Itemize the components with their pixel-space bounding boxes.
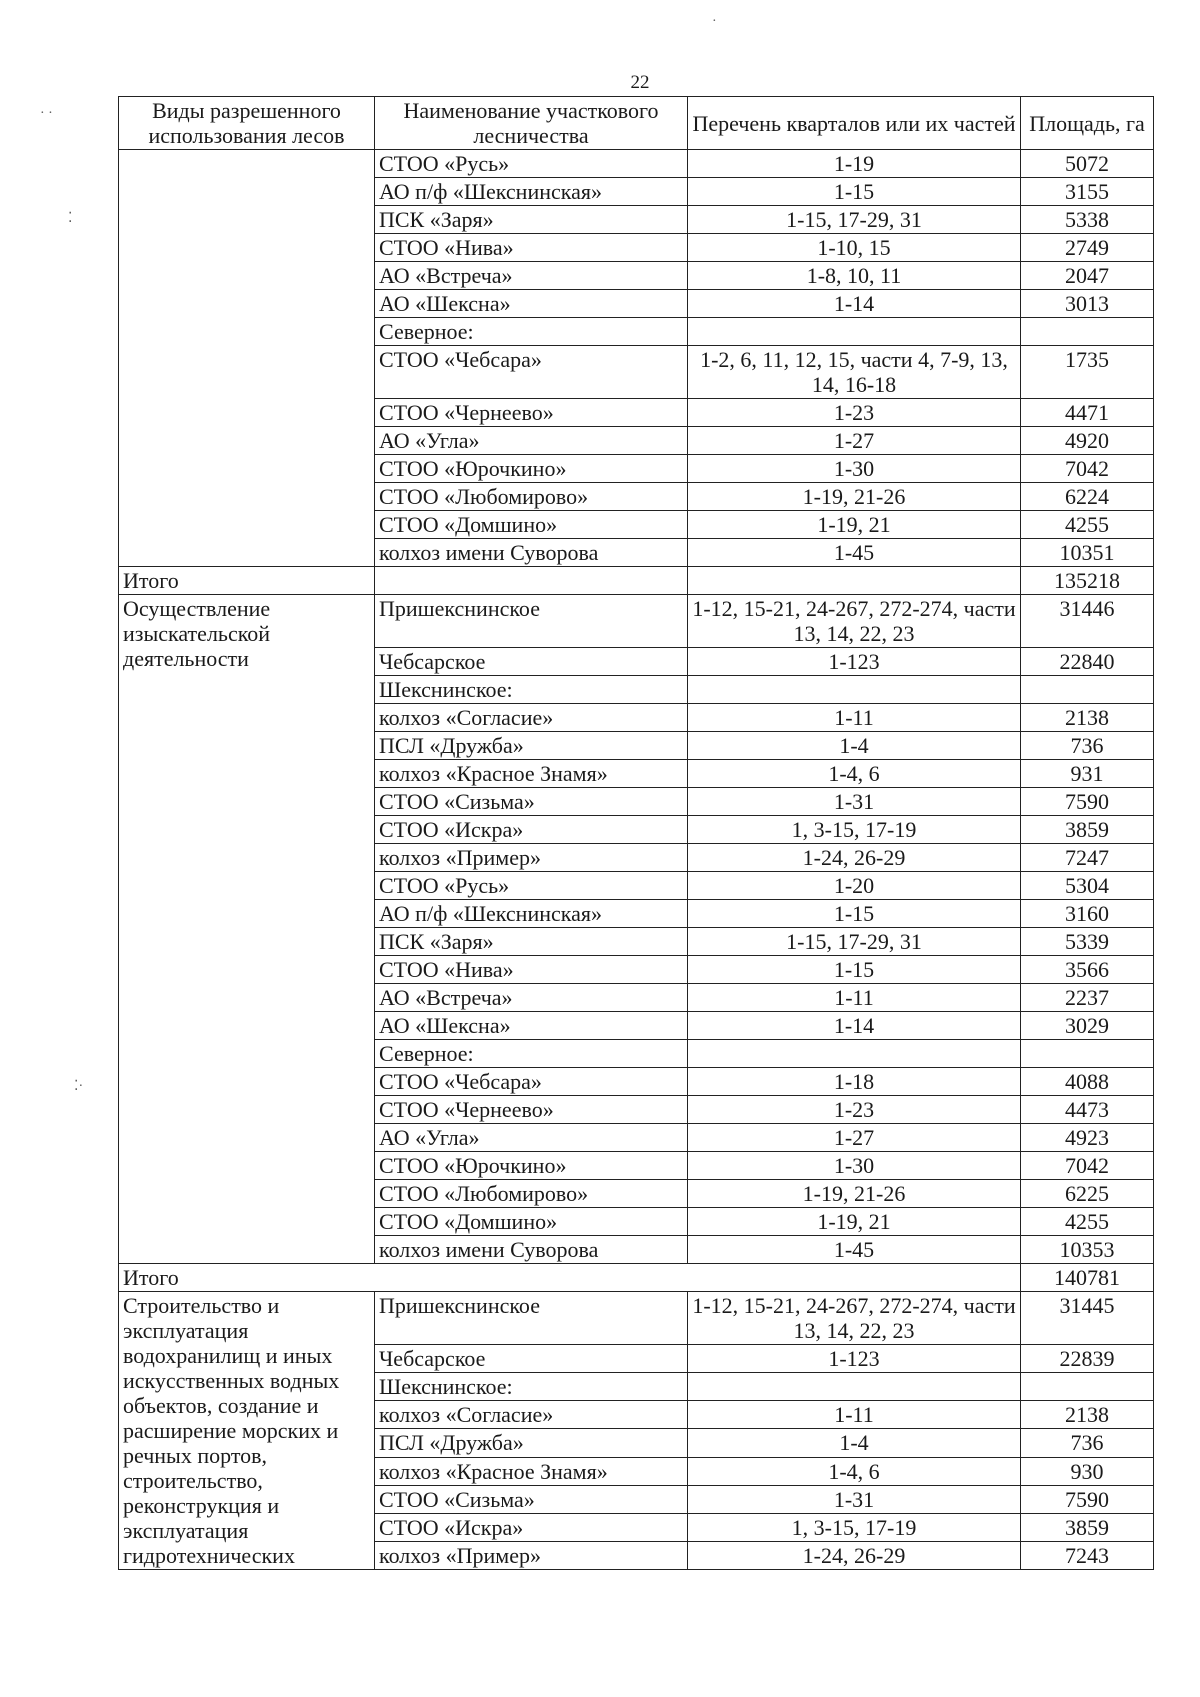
table-row: [119, 150, 1154, 178]
quarters-cell: [688, 1040, 1021, 1068]
area-cell: [1021, 676, 1154, 704]
quarters-cell: 1-31: [688, 1485, 1021, 1513]
quarters-cell: 1-12, 15-21, 24-267, 272-274, части 13, 14, 22, 23: [688, 595, 1021, 648]
table-header: [119, 97, 1154, 150]
use-type-cell: [119, 150, 375, 567]
area-cell: 4088: [1021, 1068, 1154, 1096]
total-area: 140781: [1021, 1264, 1154, 1292]
forestry-name-cell: Шекснинское:: [375, 1373, 688, 1401]
area-cell: 7243: [1021, 1541, 1154, 1569]
area-cell: 4923: [1021, 1124, 1154, 1152]
quarters-cell: 1-31: [688, 788, 1021, 816]
quarters-cell: 1-27: [688, 427, 1021, 455]
forestry-name-cell: СТОО «Домшино»: [375, 511, 688, 539]
quarters-cell: 1-123: [688, 1345, 1021, 1373]
forestry-name-cell: СТОО «Сизьма»: [375, 1485, 688, 1513]
quarters-cell: 1-23: [688, 1096, 1021, 1124]
forestry-name-cell: СТОО «Нива»: [375, 956, 688, 984]
forestry-name-cell: СТОО «Искра»: [375, 816, 688, 844]
total-label: Итого: [119, 1264, 1021, 1292]
forestry-name-cell: АО «Встреча»: [375, 262, 688, 290]
forestry-name-cell: АО «Встреча»: [375, 984, 688, 1012]
forestry-name-cell: СТОО «Сизьма»: [375, 788, 688, 816]
area-cell: 5072: [1021, 150, 1154, 178]
quarters-cell: 1-10, 15: [688, 234, 1021, 262]
forestry-name-cell: ПСК «Заря»: [375, 928, 688, 956]
area-cell: 3859: [1021, 1513, 1154, 1541]
area-cell: 7042: [1021, 1152, 1154, 1180]
area-cell: [1021, 1040, 1154, 1068]
area-cell: 736: [1021, 732, 1154, 760]
area-cell: [1021, 318, 1154, 346]
forest-use-table: [118, 96, 1154, 1570]
forestry-name-cell: колхоз имени Суворова: [375, 539, 688, 567]
scan-speck: · ·: [40, 106, 53, 121]
forestry-name-cell: СТОО «Чернеево»: [375, 1096, 688, 1124]
quarters-cell: 1-15, 17-29, 31: [688, 206, 1021, 234]
forestry-name-cell: ПСК «Заря»: [375, 206, 688, 234]
area-cell: 3155: [1021, 178, 1154, 206]
quarters-cell: 1-45: [688, 539, 1021, 567]
forestry-name-cell: ПСЛ «Дружба»: [375, 1429, 688, 1457]
area-cell: 6224: [1021, 483, 1154, 511]
column-header-quarters: Перечень кварталов или их частей: [688, 97, 1021, 150]
forestry-name-cell: СТОО «Домшино»: [375, 1208, 688, 1236]
area-cell: 3859: [1021, 816, 1154, 844]
quarters-cell: 1-4, 6: [688, 760, 1021, 788]
quarters-cell: 1-14: [688, 290, 1021, 318]
area-cell: 31446: [1021, 595, 1154, 648]
forestry-name-cell: СТОО «Любомирово»: [375, 483, 688, 511]
forestry-name-cell: АО «Шексна»: [375, 1012, 688, 1040]
forestry-name-cell: колхоз «Пример»: [375, 1541, 688, 1569]
column-header-use-type: Виды разрешенного использования лесов: [119, 97, 375, 150]
area-cell: 7590: [1021, 788, 1154, 816]
quarters-cell: 1-19, 21-26: [688, 1180, 1021, 1208]
table-body: [119, 150, 1154, 1570]
forestry-name-cell: Пришекснинское: [375, 595, 688, 648]
quarters-cell: 1-30: [688, 455, 1021, 483]
forestry-name-cell: колхоз «Согласие»: [375, 704, 688, 732]
forestry-name-cell: Шекснинское:: [375, 676, 688, 704]
table-row: [119, 1292, 1154, 1345]
area-cell: 931: [1021, 760, 1154, 788]
quarters-cell: 1-11: [688, 704, 1021, 732]
forestry-name-cell: СТОО «Русь»: [375, 872, 688, 900]
area-cell: [1021, 1373, 1154, 1401]
forestry-name-cell: СТОО «Нива»: [375, 234, 688, 262]
forestry-name-cell: СТОО «Чернеево»: [375, 399, 688, 427]
forestry-name-cell: АО «Угла»: [375, 1124, 688, 1152]
quarters-cell: 1-4: [688, 732, 1021, 760]
area-cell: 1735: [1021, 346, 1154, 399]
forestry-name-cell: Чебсарское: [375, 648, 688, 676]
page-number: 22: [630, 72, 650, 93]
quarters-cell: 1-123: [688, 648, 1021, 676]
area-cell: 4255: [1021, 1208, 1154, 1236]
total-row: [119, 1264, 1154, 1292]
quarters-cell: [688, 318, 1021, 346]
quarters-cell: 1-15: [688, 956, 1021, 984]
use-type-cell: Осуществление изыскательской деятельности: [119, 595, 375, 1264]
forestry-name-cell: АО «Угла»: [375, 427, 688, 455]
quarters-cell: 1, 3-15, 17-19: [688, 1513, 1021, 1541]
quarters-cell: 1-12, 15-21, 24-267, 272-274, части 13, 14, 22, 23: [688, 1292, 1021, 1345]
forestry-name-cell: колхоз «Красное Знамя»: [375, 1457, 688, 1485]
quarters-cell: 1, 3-15, 17-19: [688, 816, 1021, 844]
scan-speck: ·: [712, 14, 717, 29]
area-cell: 3566: [1021, 956, 1154, 984]
area-cell: 7590: [1021, 1485, 1154, 1513]
quarters-cell: 1-18: [688, 1068, 1021, 1096]
area-cell: 10353: [1021, 1236, 1154, 1264]
area-cell: 2047: [1021, 262, 1154, 290]
quarters-cell: 1-45: [688, 1236, 1021, 1264]
area-cell: 4920: [1021, 427, 1154, 455]
forestry-name-cell: Северное:: [375, 318, 688, 346]
quarters-cell: 1-24, 26-29: [688, 1541, 1021, 1569]
area-cell: 3013: [1021, 290, 1154, 318]
area-cell: 31445: [1021, 1292, 1154, 1345]
area-cell: 5304: [1021, 872, 1154, 900]
forestry-name-cell: Чебсарское: [375, 1345, 688, 1373]
area-cell: 3160: [1021, 900, 1154, 928]
area-cell: 3029: [1021, 1012, 1154, 1040]
quarters-cell: 1-19, 21: [688, 1208, 1021, 1236]
quarters-cell: 1-8, 10, 11: [688, 262, 1021, 290]
area-cell: 5339: [1021, 928, 1154, 956]
forestry-name-cell: СТОО «Искра»: [375, 1513, 688, 1541]
forestry-name-cell: Северное:: [375, 1040, 688, 1068]
forestry-name-cell: ПСЛ «Дружба»: [375, 732, 688, 760]
forestry-name-cell: АО п/ф «Шекснинская»: [375, 900, 688, 928]
area-cell: 22840: [1021, 648, 1154, 676]
quarters-cell: 1-14: [688, 1012, 1021, 1040]
forestry-name-cell: колхоз «Красное Знамя»: [375, 760, 688, 788]
quarters-cell: 1-19, 21: [688, 511, 1021, 539]
forestry-name-cell: колхоз «Пример»: [375, 844, 688, 872]
quarters-cell: 1-30: [688, 1152, 1021, 1180]
quarters-cell: 1-11: [688, 1401, 1021, 1429]
quarters-cell: 1-4: [688, 1429, 1021, 1457]
quarters-cell: 1-24, 26-29: [688, 844, 1021, 872]
area-cell: 7042: [1021, 455, 1154, 483]
forestry-name-cell: СТОО «Юрочкино»: [375, 455, 688, 483]
quarters-cell: 1-20: [688, 872, 1021, 900]
quarters-cell: [688, 1373, 1021, 1401]
quarters-cell: 1-27: [688, 1124, 1021, 1152]
area-cell: 4255: [1021, 511, 1154, 539]
area-cell: 6225: [1021, 1180, 1154, 1208]
forestry-name-cell: АО п/ф «Шекснинская»: [375, 178, 688, 206]
forestry-name-cell: СТОО «Русь»: [375, 150, 688, 178]
column-header-forestry-name: Наименование участкового лесничества: [375, 97, 688, 150]
quarters-cell: 1-23: [688, 399, 1021, 427]
area-cell: 4471: [1021, 399, 1154, 427]
total-row: [119, 567, 1154, 595]
use-type-cell: Строительство и эксплуатация водохранилищ и иных искусственных водных объектов, создание и расширение морских и речных портов, строительство, реконструкция и эксплуатация гидротехнических: [119, 1292, 375, 1570]
area-cell: 4473: [1021, 1096, 1154, 1124]
quarters-cell: 1-11: [688, 984, 1021, 1012]
area-cell: 2749: [1021, 234, 1154, 262]
total-empty-cell: [375, 567, 688, 595]
forestry-name-cell: колхоз имени Суворова: [375, 1236, 688, 1264]
area-cell: 7247: [1021, 844, 1154, 872]
forestry-name-cell: Пришекснинское: [375, 1292, 688, 1345]
table-row: [119, 595, 1154, 648]
total-empty-cell: [688, 567, 1021, 595]
forestry-name-cell: СТОО «Чебсара»: [375, 1068, 688, 1096]
area-cell: 736: [1021, 1429, 1154, 1457]
total-area: 135218: [1021, 567, 1154, 595]
scan-speck: ⁚: [68, 211, 73, 226]
forestry-name-cell: СТОО «Любомирово»: [375, 1180, 688, 1208]
quarters-cell: [688, 676, 1021, 704]
quarters-cell: 1-15, 17-29, 31: [688, 928, 1021, 956]
area-cell: 2138: [1021, 1401, 1154, 1429]
area-cell: 930: [1021, 1457, 1154, 1485]
quarters-cell: 1-2, 6, 11, 12, 15, части 4, 7-9, 13, 14, 16-18: [688, 346, 1021, 399]
area-cell: 22839: [1021, 1345, 1154, 1373]
forestry-name-cell: АО «Шексна»: [375, 290, 688, 318]
column-header-area: Площадь, га: [1021, 97, 1154, 150]
quarters-cell: 1-15: [688, 178, 1021, 206]
area-cell: 2237: [1021, 984, 1154, 1012]
quarters-cell: 1-19: [688, 150, 1021, 178]
area-cell: 2138: [1021, 704, 1154, 732]
quarters-cell: 1-19, 21-26: [688, 483, 1021, 511]
total-label: Итого: [119, 567, 375, 595]
quarters-cell: 1-15: [688, 900, 1021, 928]
forestry-name-cell: СТОО «Чебсара»: [375, 346, 688, 399]
area-cell: 10351: [1021, 539, 1154, 567]
scan-speck: ⁚·: [74, 1079, 84, 1094]
quarters-cell: 1-4, 6: [688, 1457, 1021, 1485]
area-cell: 5338: [1021, 206, 1154, 234]
forestry-name-cell: колхоз «Согласие»: [375, 1401, 688, 1429]
forestry-name-cell: СТОО «Юрочкино»: [375, 1152, 688, 1180]
